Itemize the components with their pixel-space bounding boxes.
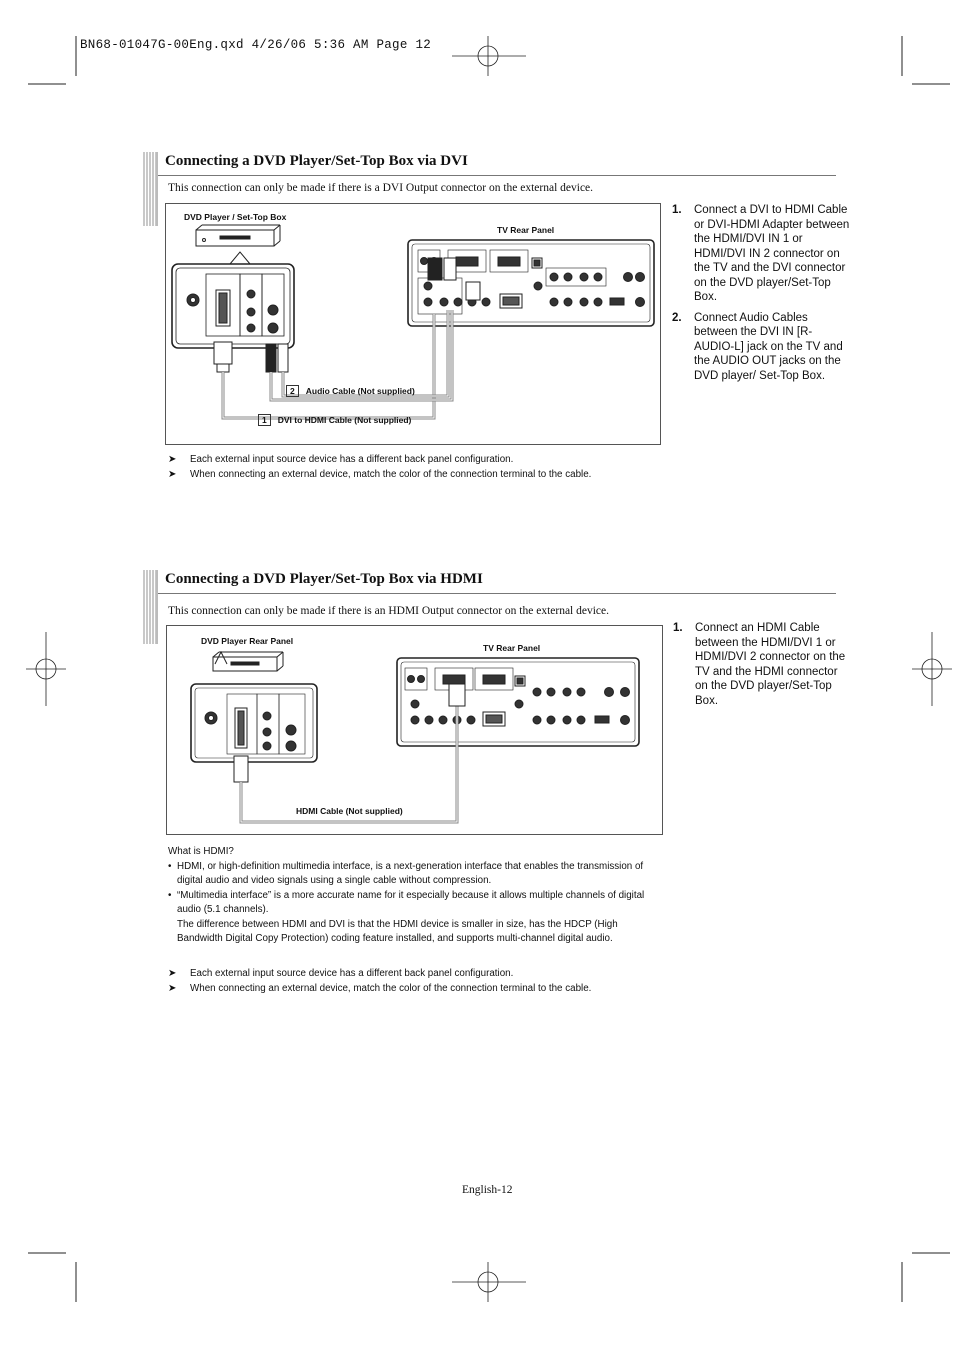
note-arrow-icon: ➤ — [168, 454, 177, 465]
what-is-hdmi-title: What is HDMI? — [168, 846, 234, 857]
device-label: DVD Player Rear Panel — [201, 636, 294, 646]
registration-target-left — [26, 632, 66, 706]
dvi-connection-diagram — [165, 203, 661, 445]
note-arrow-icon: ➤ — [168, 469, 177, 480]
tv-rear-panel — [397, 658, 639, 746]
bullet-dot: • — [168, 860, 172, 872]
cable-1-label: 1 DVI to HDMI Cable (Not supplied) — [258, 414, 411, 426]
dvi-notes — [168, 452, 728, 482]
cable-2-label: 2 Audio Cable (Not supplied) — [286, 385, 415, 397]
hdmi-bullet: • HDMI, or high-definition multimedia interface, is a next-generation interface that enables the transmission of digital audio and video signals using a single cable without compression. — [168, 860, 644, 886]
what-is-hdmi-block — [168, 845, 664, 947]
device-label: DVD Player / Set-Top Box — [184, 212, 287, 222]
device-back-panel — [172, 264, 294, 348]
note-item: ➤ Each external input source device has a different back panel configuration. — [168, 968, 514, 979]
registration-target-bottom — [452, 1262, 526, 1302]
tv-panel-label: TV Rear Panel — [483, 643, 541, 653]
file-info-header: BN68-01047G-00Eng.qxd 4/26/06 5:36 AM Page 12 — [80, 38, 432, 52]
step-item: 1. Connect an HDMI Cable between the HDMI/DVI 1 or HDMI/DVI 2 connector on the TV and the HDMI connector on the DVD player/Set-Top Box. — [673, 622, 846, 707]
hdmi-connection-diagram — [166, 625, 663, 835]
hdmi-diagram-art — [167, 626, 662, 834]
hdmi-steps — [673, 621, 853, 714]
note-item: ➤ When connecting an external device, match the color of the connection terminal to the cable. — [168, 983, 592, 994]
step-item: 2. Connect Audio Cables between the DVI IN [R-AUDIO-L] jack on the TV and the AUDIO OUT jacks on the DVD player/ Set-Top Box. — [672, 311, 843, 382]
bullet-dot: • — [168, 889, 172, 901]
hdmi-bullet: • “Multimedia interface” is a more accurate name for it especially because it allows multiple channels of digital audio (5.1 channels). — [168, 889, 645, 915]
registration-target-right — [912, 632, 952, 706]
hdmi-notes — [168, 966, 728, 996]
note-item: ➤ When connecting an external device, match the color of the connection terminal to the cable. — [168, 469, 592, 480]
dvd-player-icon — [196, 225, 280, 246]
hdmi-dvi-difference: The difference between HDMI and DVI is that the HDMI device is smaller in size, has the HDCP (High Bandwidth Digital Copy Protection) coding feature installed, and supports multi-channel digital audio. — [177, 918, 618, 944]
dvi-diagram-art — [166, 204, 660, 444]
note-arrow-icon: ➤ — [168, 968, 177, 979]
section-rule — [158, 593, 836, 594]
section-marker-bar — [143, 570, 158, 644]
tv-panel-label: TV Rear Panel — [497, 225, 555, 235]
registration-target-top — [452, 36, 526, 76]
section-title-dvi: Connecting a DVD Player/Set-Top Box via DVI — [165, 153, 468, 169]
note-item: ➤ Each external input source device has a different back panel configuration. — [168, 454, 514, 465]
dvi-steps — [672, 203, 852, 389]
note-arrow-icon: ➤ — [168, 983, 177, 994]
section-intro-dvi: This connection can only be made if there is a DVI Output connector on the external device. — [168, 182, 594, 194]
section-marker-bar — [143, 152, 158, 226]
tv-rear-panel — [408, 240, 654, 326]
section-rule — [158, 175, 836, 176]
cable-2-number: 2 — [286, 385, 299, 397]
section-intro-hdmi: This connection can only be made if there is an HDMI Output connector on the external device. — [168, 605, 610, 617]
section-title-hdmi: Connecting a DVD Player/Set-Top Box via HDMI — [165, 571, 483, 587]
hdmi-cable-label: HDMI Cable (Not supplied) — [296, 806, 403, 816]
step-item: 1. Connect a DVI to HDMI Cable or DVI-HDMI Adapter between the HDMI/DVI IN 1 or HDMI/DVI IN 2 connector on the TV and the DVI connector on the DVD player/Set-Top Box. — [672, 204, 850, 303]
dvd-player-icon — [213, 652, 283, 671]
device-back-panel — [191, 684, 317, 762]
cable-1-number: 1 — [258, 414, 271, 426]
page-number: English-12 — [462, 1184, 513, 1196]
